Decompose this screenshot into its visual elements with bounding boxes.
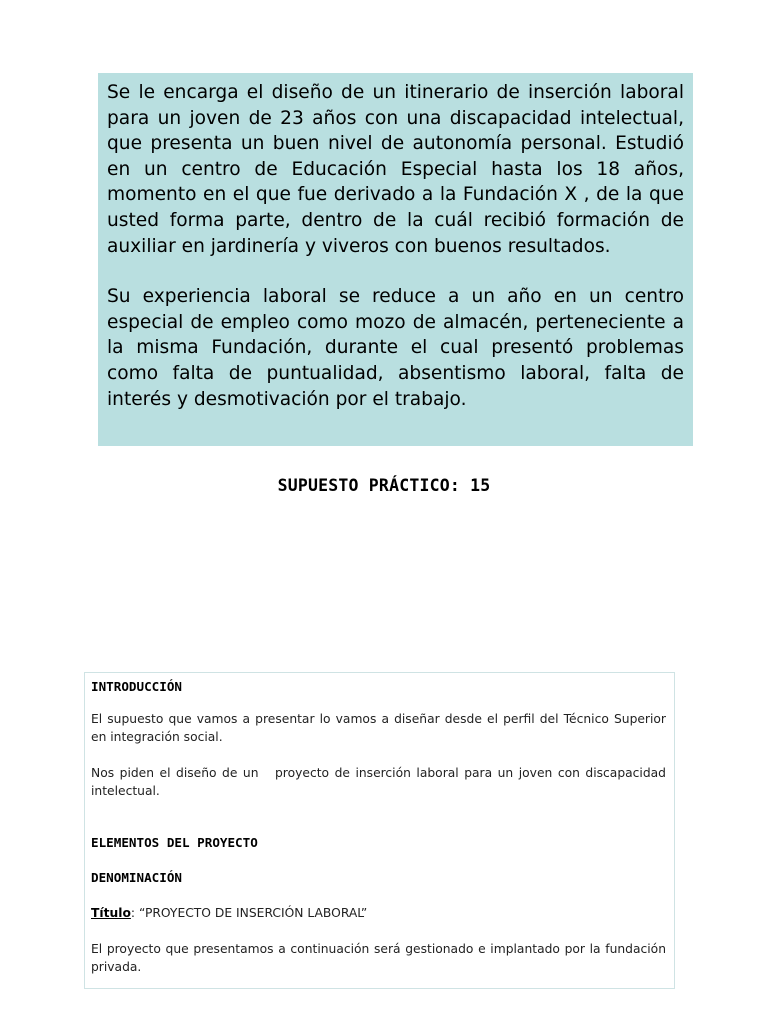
titulo-separator: : (130, 906, 136, 920)
denominacion-heading: DENOMINACIÓN (91, 870, 182, 885)
case-paragraph-1: Se le encarga el diseño de un itinerario de inserción laboral para un joven de 23 años con una discapacidad intelectual, que presenta un buen nivel de autonomía personal. Estudió en un centro de Educación Especial hasta los 18 años, momento en el que fue derivado a la Fundación X , de la que usted forma parte, dentro de la cuál recibió formación de auxiliar en jardinería y viveros con buenos resultados. (107, 82, 684, 257)
intro-paragraph-2: Nos piden el diseño de un proyecto de inserción laboral para un joven con discapacidad intelectual. (91, 766, 670, 798)
supuesto-title: SUPUESTO PRÁCTICO: 15 (277, 476, 491, 495)
titulo-value: “PROYECTO DE INSERCIÓN LABORAL” (135, 906, 368, 920)
case-paragraph-2: Su experiencia laboral se reduce a un año en un centro especial de empleo como mozo de almacén, perteneciente a la misma Fundación, durante el cual presentó problemas como falta de puntualidad, absentismo laboral, falta de interés y desmotivación por el trabajo. (107, 286, 684, 410)
closing-paragraph: El proyecto que presentamos a continuación será gestionado e implantado por la fundación privada. (91, 942, 666, 974)
introduccion-heading: INTRODUCCIÓN (91, 679, 182, 694)
case-description-box (98, 73, 693, 446)
titulo-line (91, 904, 666, 922)
intro-paragraph-1: El supuesto que vamos a presentar lo vamos a diseñar desde el perfil del Técnico Superior en integración social. (91, 712, 666, 744)
project-section-box (84, 672, 675, 989)
titulo-label: Título (91, 906, 131, 920)
elementos-heading: ELEMENTOS DEL PROYECTO (91, 835, 258, 850)
